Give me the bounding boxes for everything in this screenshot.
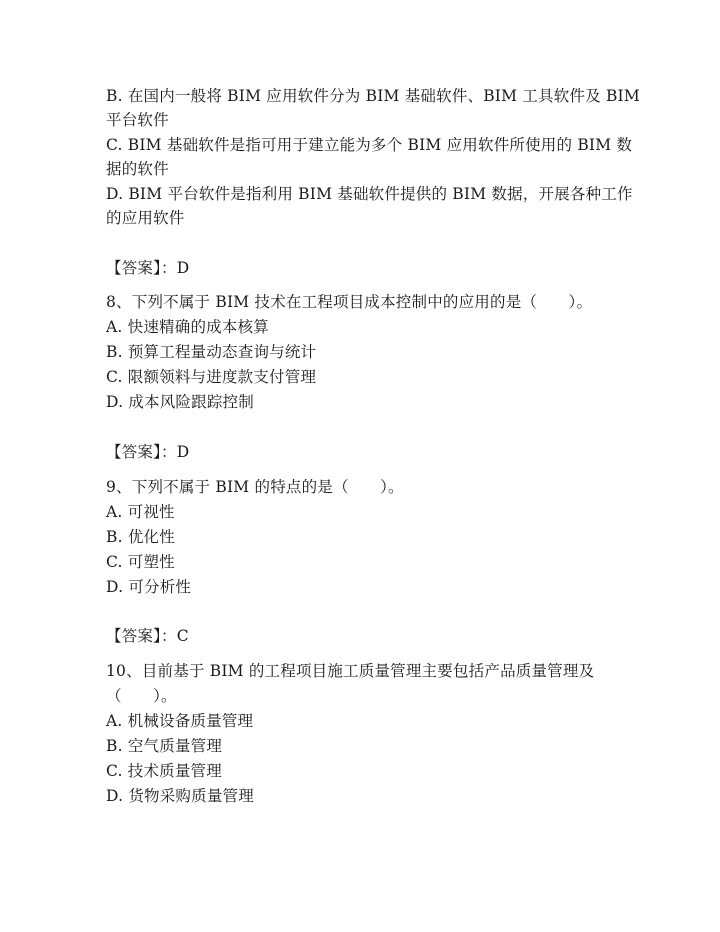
q7-option-c-line-2: 据的软件	[106, 160, 169, 178]
q8-option-c: C. 限额领料与进度款支付管理	[106, 368, 317, 386]
q7-option-b-line-2: 平台软件	[106, 111, 169, 129]
q9-option-d: D. 可分析性	[106, 578, 192, 596]
q7-option-d-line-2: 的应用软件	[106, 209, 185, 227]
q9-option-b: B. 优化性	[106, 528, 175, 546]
q10-stem-line-1: 10、目前基于 BIM 的工程项目施工质量管理主要包括产品质量管理及	[106, 662, 595, 680]
q8-option-d: D. 成本风险跟踪控制	[106, 393, 254, 411]
q10-option-d: D. 货物采购质量管理	[106, 787, 254, 805]
q8-option-b: B. 预算工程量动态查询与统计	[106, 343, 317, 361]
q8-answer: 【答案】：D	[106, 443, 190, 461]
q9-answer: 【答案】：C	[106, 627, 189, 645]
q7-option-d-line-1: D. BIM 平台软件是指利用 BIM 基础软件提供的 BIM 数据，开展各种工作	[106, 185, 633, 203]
q9-stem: 9、下列不属于 BIM 的特点的是（ ）。	[106, 478, 404, 496]
q7-answer: 【答案】：D	[106, 259, 190, 277]
q10-option-a: A. 机械设备质量管理	[106, 712, 254, 730]
q7-option-c-line-1: C. BIM 基础软件是指可用于建立能为多个 BIM 应用软件所使用的 BIM 数	[106, 136, 633, 154]
q10-option-c: C. 技术质量管理	[106, 762, 222, 780]
q8-option-a: A. 快速精确的成本核算	[106, 318, 269, 336]
q9-option-c: C. 可塑性	[106, 553, 175, 571]
q7-option-b-line-1: B. 在国内一般将 BIM 应用软件分为 BIM 基础软件、BIM 工具软件及 BIM	[106, 87, 640, 105]
q10-stem-line-2: （ ）。	[106, 687, 177, 705]
q8-stem: 8、下列不属于 BIM 技术在工程项目成本控制中的应用的是（ ）。	[106, 293, 593, 311]
q10-option-b: B. 空气质量管理	[106, 737, 223, 755]
q9-option-a: A. 可视性	[106, 503, 175, 521]
